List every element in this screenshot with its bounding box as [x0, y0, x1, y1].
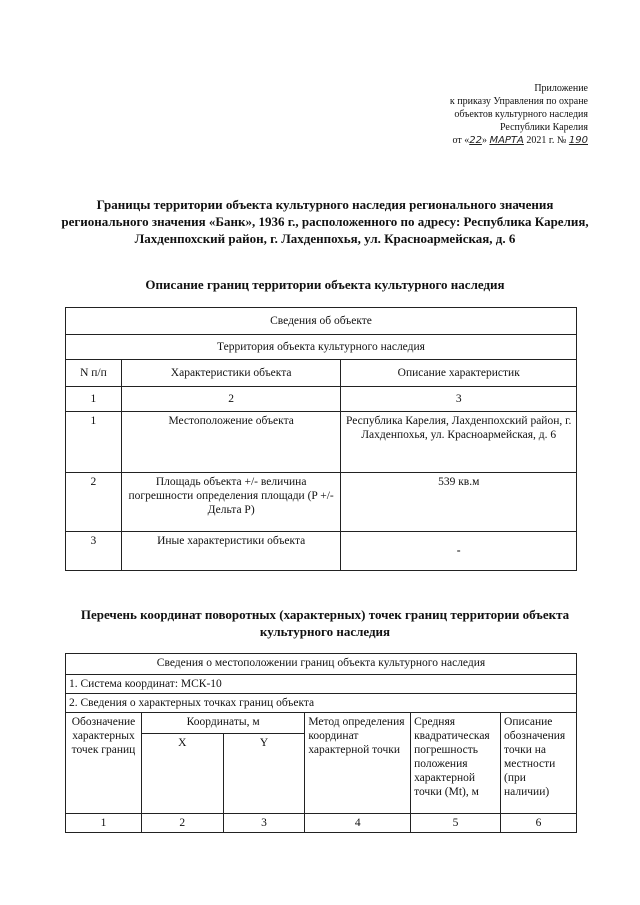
table-column-headers [66, 360, 577, 387]
points-info: 2. Сведения о характерных точках границ объекта [66, 694, 577, 713]
row-number: 1 [66, 412, 122, 473]
table-row [66, 412, 577, 473]
appendix-line: Республики Карелия [499, 122, 588, 133]
table-index-row [66, 387, 577, 412]
appendix-block [450, 82, 588, 147]
table-info-row [66, 694, 577, 713]
appendix-line: к приказу Управления по охране [449, 96, 588, 107]
table-info-row [66, 675, 577, 694]
table-header-row [66, 308, 577, 335]
appendix-date-line [450, 134, 588, 147]
row-characteristic: Местоположение объекта [121, 412, 341, 473]
column-index: 1 [66, 814, 142, 833]
handwritten-number: 190 [568, 135, 588, 146]
handwritten-month: МАРТА [489, 135, 524, 146]
table-subheader: Территория объекта культурного наследия [66, 335, 577, 360]
column-header: N п/п [66, 360, 122, 387]
table-row [66, 532, 577, 571]
appendix-line: объектов культурного наследия [454, 109, 588, 120]
section-title-boundaries: Описание границ территории объекта культурного наследия [145, 277, 505, 292]
column-index: 3 [223, 814, 305, 833]
appendix-line: Приложение [534, 83, 588, 94]
document-title: Границы территории объекта культурного наследия регионального значения регионального значения «Банк», 1936 г., расположенного по адресу: Республика Карелия, Лахденпохский район, г. Лахденпохья, ул. Красноармейская, д. 6 [61, 197, 589, 246]
row-description: Республика Карелия, Лахденпохский район, г. Лахденпохья, ул. Красноармейская, д. 6 [341, 412, 577, 473]
column-index: 4 [305, 814, 411, 833]
column-header: Обозначение характерных точек границ [66, 713, 142, 814]
row-number: 3 [66, 532, 122, 571]
table-header-row [66, 654, 577, 675]
column-header: Координаты, м [141, 713, 304, 734]
handwritten-day: 22 [469, 135, 482, 146]
table-header-row [66, 335, 577, 360]
column-index: 2 [141, 814, 223, 833]
row-characteristic: Площадь объекта +/- величина погрешности определения площади (P +/- Дельта P) [121, 473, 341, 532]
column-index: 3 [341, 387, 577, 412]
table-header: Сведения об объекте [66, 308, 577, 335]
date-mid: » [481, 135, 487, 146]
column-header: Описание обозначения точки на местности (при наличии) [501, 713, 577, 814]
table-column-headers [66, 713, 577, 734]
object-info-table [65, 307, 577, 571]
row-description: - [341, 532, 577, 571]
row-characteristic: Иные характеристики объекта [121, 532, 341, 571]
column-index: 2 [121, 387, 341, 412]
column-index: 1 [66, 387, 122, 412]
column-header: Описание характеристик [341, 360, 577, 387]
column-header: Средняя квадратическая погрешность положения характерной точки (Mt), м [411, 713, 501, 814]
table-index-row [66, 814, 577, 833]
column-header-y: Y [223, 734, 305, 814]
column-index: 5 [411, 814, 501, 833]
column-index: 6 [501, 814, 577, 833]
coordinate-system: 1. Система координат: МСК-10 [66, 675, 577, 694]
row-number: 2 [66, 473, 122, 532]
date-prefix: от « [452, 135, 470, 146]
table-header: Сведения о местоположении границ объекта культурного наследия [66, 654, 577, 675]
section-title-coordinates: Перечень координат поворотных (характерных) точек границ территории объекта культурного наследия [80, 607, 570, 639]
column-header-x: X [141, 734, 223, 814]
row-description: 539 кв.м [341, 473, 577, 532]
coordinates-table [65, 653, 577, 833]
column-header: Характеристики объекта [121, 360, 341, 387]
column-header: Метод определения координат характерной точки [305, 713, 411, 814]
date-year: 2021 г. № [526, 135, 567, 146]
table-row [66, 473, 577, 532]
